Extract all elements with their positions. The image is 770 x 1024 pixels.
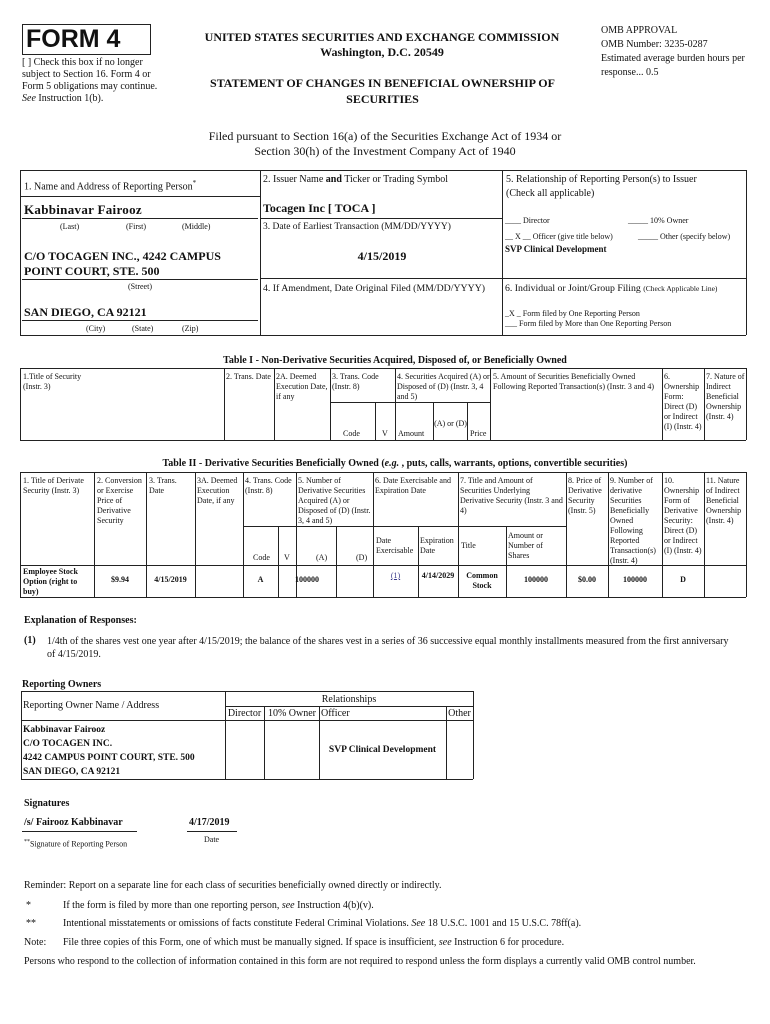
t2-col-trans-date: 3. Trans. Date [149, 476, 177, 495]
t2-col-owned: 9. Number of derivative Securities Beneficially Owned Following Reported Transaction(s) (Instr. 4) [610, 476, 656, 565]
relationship-label: 5. Relationship of Reporting Person(s) to Issuer (Check all applicable) [506, 174, 697, 199]
t2-sub-v: V [284, 553, 290, 562]
city-state-zip: SAN DIEGO, CA 92121 [24, 305, 147, 319]
footnote-number: (1) [24, 635, 36, 646]
omb-notice: Persons who respond to the collection of information contained in this form are not required to respond unless the form displays a currently valid OMB control number. [24, 956, 696, 967]
table2-title: Table II - Derivative Securities Beneficially Owned (e.g. , puts, calls, warrants, options, convertible securities) [162, 458, 628, 469]
t2-col-exercisable: 6. Date Exercisable and Expiration Date [375, 476, 451, 495]
signature-value: /s/ Fairooz Kabbinavar [24, 817, 123, 828]
agency-city: Washington, D.C. 20549 [320, 45, 444, 59]
director-checkbox[interactable]: ____ Director [505, 216, 550, 225]
t2-col-code: 4. Trans. Code (Instr. 8) [245, 476, 292, 495]
t1-sub-price: Price [470, 429, 487, 438]
no-longer-subject-checkbox[interactable]: [ ] Check this box if no longer subject to Section 16. Form 4 or Form 5 obligations may continue. See Instruction 1(b). [22, 57, 158, 104]
t2-sub-title: Title [461, 541, 476, 550]
t1-col-acquired: 4. Securities Acquired (A) or Disposed of (D) (Instr. 3, 4 and 5) [397, 372, 490, 401]
form-title-box [22, 24, 151, 55]
t2-col-form: 10. Ownership Form of Derivative Security: Direct (D) or Indirect (I) (Instr. 4) [664, 476, 702, 555]
name-middle-label: (Middle) [182, 222, 211, 231]
earliest-transaction-date: 4/15/2019 [357, 249, 407, 263]
t2-sub-a: (A) [316, 553, 328, 562]
street-label: (Street) [128, 282, 152, 291]
t1-sub-v: V [382, 429, 388, 438]
t2-col-nature: 11. Nature of Indirect Beneficial Ownership (Instr. 4) [706, 476, 742, 525]
t2-col-number: 5. Number of Derivative Securities Acquired (A) or Disposed of (D) (Instr. 3, 4 and 5) [298, 476, 371, 525]
t1-col-title: 1.Title of Security (Instr. 3) [23, 372, 82, 391]
t2-row-conversion: $9.94 [111, 575, 129, 584]
omb-approval: OMB APPROVAL OMB Number: 3235-0287 Estimated average burden hours per response... 0.5 [601, 25, 745, 78]
t1-col-trans-date: 2. Trans. Date [226, 372, 271, 381]
multi-person-option[interactable]: ___ Form filed by More than One Reporting Person [505, 319, 672, 328]
state-label: (State) [132, 324, 154, 333]
t2-col-underlying: 7. Title and Amount of Securities Underlying Derivative Security (Instr. 3 and 4) [460, 476, 563, 515]
t2-sub-d: (D) [356, 553, 368, 562]
director-header: Director [227, 708, 262, 719]
t2-row-form: D [680, 575, 686, 584]
statement-title: STATEMENT OF CHANGES IN BENEFICIAL OWNERSHIP OF SECURITIES [210, 76, 555, 106]
footnote-text: 1/4th of the shares vest one year after 4/15/2019; the balance of the shares vest in a series of 36 successive equal monthly installments measured from the first anniversary of 4/15/2019. [47, 636, 729, 660]
t2-col-deemed: 3A. Deemed Execution Date, if any [197, 476, 238, 505]
t2-row-date-ex-link[interactable]: (1) [390, 571, 401, 580]
t2-sub-amt: Amount or Number of Shares [508, 531, 543, 560]
other-header: Other [448, 708, 471, 719]
t1-col-nature: 7. Nature of Indirect Beneficial Ownership (Instr. 4) [706, 372, 745, 421]
t1-col-code: 3. Trans. Code (Instr. 8) [332, 372, 379, 391]
other-checkbox[interactable]: _____ Other (specify below) [638, 232, 731, 241]
t1-col-amount: 5. Amount of Securities Beneficially Owned Following Reported Transaction(s) (Instr. 3 and 4) [493, 372, 655, 391]
zip-label: (Zip) [182, 324, 199, 333]
name-first-label: (First) [126, 222, 146, 231]
filed-pursuant: Filed pursuant to Section 16(a) of the Securities Exchange Act of 1934 or Section 30(h) of the Investment Company Act of 1940 [208, 129, 562, 158]
street-address: C/O TOCAGEN INC., 4242 CAMPUS POINT COURT, STE. 500 [24, 249, 221, 278]
footnote-star-text: If the form is filed by more than one reporting person, see Instruction 4(b)(v). [63, 900, 374, 911]
city-label: (City) [86, 324, 106, 333]
note-label: Note: [24, 937, 47, 948]
footnote-star: * [26, 900, 31, 911]
reporting-person-name: Kabbinavar Fairooz [24, 202, 142, 217]
t2-col-conversion: 2. Conversion or Exercise Price of Derivative Security [97, 476, 142, 525]
footnote-double-star-text: Intentional misstatements or omissions of facts constitute Federal Criminal Violations. See 18 U.S.C. 1001 and 15 U.S.C. 78ff(a). [63, 918, 582, 929]
signature-label: **Signature of Reporting Person [24, 839, 128, 849]
ten-pct-owner-checkbox[interactable]: _____ 10% Owner [628, 216, 689, 225]
t2-row-acquired: 100000 [295, 575, 319, 584]
t2-row-deriv-price: $0.00 [578, 575, 596, 584]
one-person-option[interactable]: _X _ Form filed by One Reporting Person [505, 309, 640, 318]
t2-col-price: 8. Price of Derivative Security (Instr. 5) [568, 476, 602, 515]
t2-row-security: Employee Stock Option (right to buy) [23, 567, 78, 596]
form-title: FORM 4 [26, 25, 121, 53]
signature-date: 4/17/2019 [189, 817, 230, 828]
date-label: Date [204, 835, 220, 844]
t2-sub-date-ex: Date Exercisable [376, 536, 414, 555]
owner-name-header: Reporting Owner Name / Address [23, 700, 160, 711]
relationships-header: Relationships [321, 694, 377, 705]
explanation-title: Explanation of Responses: [24, 615, 137, 626]
officer-title: SVP Clinical Development [505, 244, 607, 254]
note-text: File three copies of this Form, one of which must be manually signed. If space is insufficient, see Instruction 6 for procedure. [63, 937, 565, 948]
amendment-label: 4. If Amendment, Date Original Filed (MM/DD/YYYY) [263, 283, 486, 294]
t1-col-ownership: 6. Ownership Form: Direct (D) or Indirect (I) (Instr. 4) [664, 372, 702, 431]
t2-row-code: A [257, 575, 264, 584]
t1-sub-code: Code [343, 429, 360, 438]
ten-pct-header: 10% Owner [267, 708, 317, 719]
owner-officer-title: SVP Clinical Development [328, 745, 437, 755]
reminder-text: Reminder: Report on a separate line for each class of securities beneficially owned directly or indirectly. [24, 880, 442, 891]
t2-col-title: 1. Title of Derivate Security (Instr. 3) [23, 476, 84, 495]
issuer-name: Tocagen Inc [ TOCA ] [263, 201, 376, 215]
issuer-label: 2. Issuer Name and Ticker or Trading Symbol [263, 174, 449, 185]
footnote-double-star: ** [26, 918, 36, 929]
t2-row-date: 4/15/2019 [154, 575, 187, 584]
reporting-person-label: 1. Name and Address of Reporting Person* [24, 179, 197, 193]
t2-row-owned: 100000 [623, 575, 647, 584]
t1-sub-amount: Amount [398, 429, 425, 438]
earliest-transaction-label: 3. Date of Earliest Transaction (MM/DD/YYYY) [263, 222, 451, 232]
t2-sub-code: Code [253, 553, 270, 562]
name-last-label: (Last) [60, 222, 80, 231]
officer-checkbox[interactable]: __ X __ Officer (give title below) [505, 232, 613, 241]
t2-row-amount: 100000 [524, 575, 548, 584]
t2-row-title: Common Stock [466, 571, 498, 590]
t2-row-exp: 4/14/2029 [421, 571, 455, 580]
t1-sub-aord: (A) or (D) [434, 419, 467, 428]
signatures-title: Signatures [24, 798, 70, 809]
t1-col-deemed: 2A. Deemed Execution Date, if any [276, 372, 328, 401]
filing-type-label: 6. Individual or Joint/Group Filing (Check Applicable Line) [505, 283, 718, 294]
table1-title: Table I - Non-Derivative Securities Acquired, Disposed of, or Beneficially Owned [223, 355, 567, 366]
officer-header: Officer [321, 708, 350, 719]
agency-name: UNITED STATES SECURITIES AND EXCHANGE COMMISSION [204, 30, 560, 44]
owners-title: Reporting Owners [22, 679, 102, 690]
t2-sub-exp: Expiration Date [420, 536, 454, 555]
owner-address: Kabbinavar Fairooz C/O TOCAGEN INC. 4242 CAMPUS POINT COURT, STE. 500 SAN DIEGO, CA 92121 [23, 725, 195, 777]
